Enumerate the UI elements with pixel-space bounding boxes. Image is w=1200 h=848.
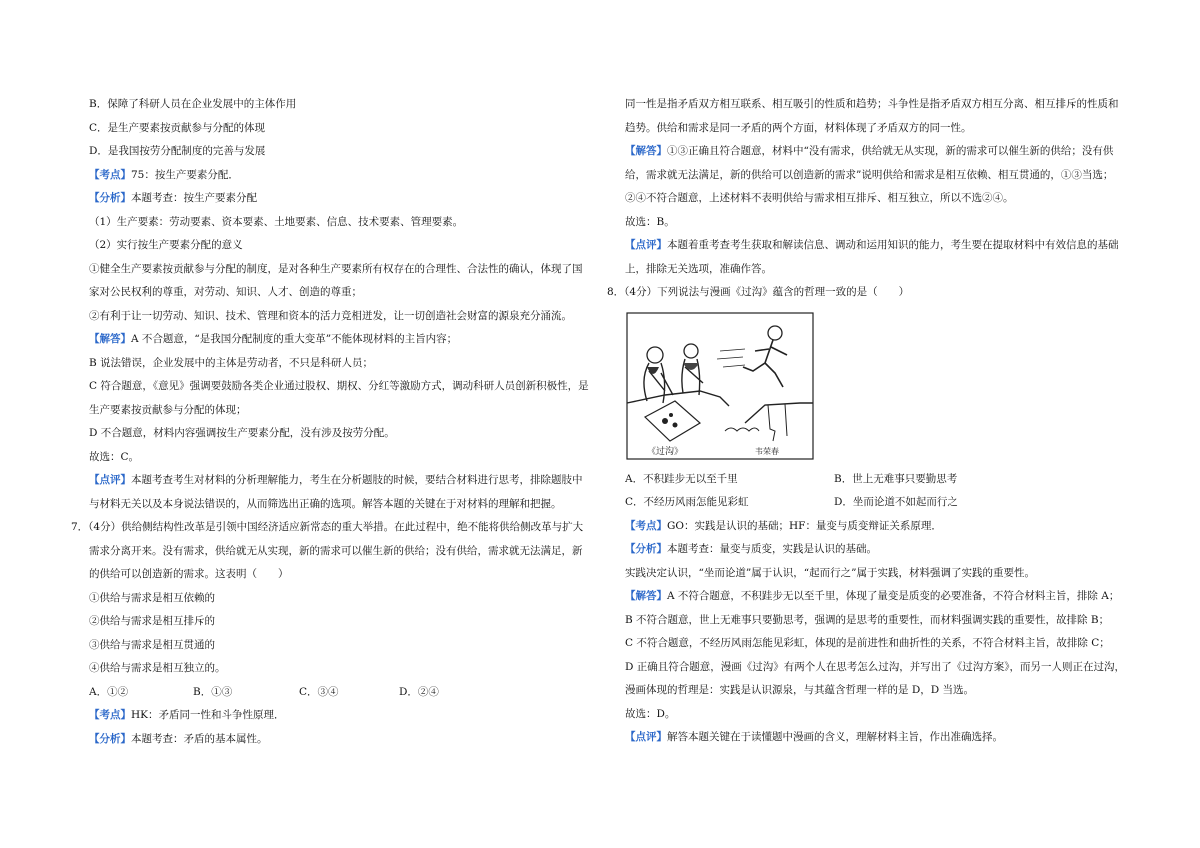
- q8-answer: 故选：D。: [625, 707, 676, 720]
- paragraph-line: 上，排除无关选项，准确作答。: [625, 262, 772, 275]
- paragraph-line: （2）实行按生产要素分配的意义: [89, 239, 243, 251]
- left-column: [71, 93, 589, 751]
- kaodian-tag: 【考点】: [89, 709, 131, 721]
- q6-dianping: 【点评】本题考查考生对材料的分析理解能力，考生在分析题肢的时候，要结合材料进行思考，排除题肢中: [89, 474, 583, 486]
- paragraph-line: 同一性是指矛盾双方相互联系、相互吸引的性质和趋势；斗争性是指矛盾双方相互分离、相互排斥的性质和: [625, 98, 1119, 110]
- kaodian-tag: 【考点】: [89, 168, 131, 181]
- paragraph-line: 家对公民权利的尊重，对劳动、知识、人才、创造的尊重；: [89, 286, 362, 298]
- q8-jieda: 【解答】A 不符合题意，不积跬步无以至千里，体现了量变是质变的必要准备，不符合材料主旨，排除 A；: [625, 590, 1120, 602]
- q8-option-d: D．坐而论道不如起而行之: [834, 496, 958, 508]
- paragraph-line: C 符合题意，《意见》强调要鼓励各类企业通过股权、期权、分红等激励方式，调动科研人员创新积极性，是: [89, 380, 589, 392]
- q7-statement-2: ②供给与需求是相互排斥的: [89, 615, 215, 627]
- q8-stem: 8．（4分）下列说法与漫画《过沟》蕴含的哲理一致的是（ ）: [607, 286, 910, 298]
- paragraph-line: 生产要素按贡献参与分配的体现；: [89, 403, 247, 416]
- dianping-tag: 【点评】: [625, 239, 667, 251]
- q7-stem: 7．（4分）供给侧结构性改革是引领中国经济适应新常态的重大举措。在此过程中，绝不能将供给侧改革与扩大: [71, 521, 584, 533]
- q8-option-a: A．不积跬步无以至千里: [625, 472, 738, 485]
- q8-options-row-1: [625, 468, 1133, 492]
- q7-statement-4: ④供给与需求是相互独立的。: [89, 662, 226, 674]
- cartoon-author: 韦荣春: [755, 446, 779, 456]
- q7-answer: 故选：B。: [625, 215, 675, 228]
- q8-dianping: 【点评】解答本题关键在于读懂题中漫画的含义，理解材料主旨，作出准确选择。: [625, 731, 1003, 743]
- q8-option-b: B．世上无难事只要勤思考: [834, 472, 958, 485]
- paragraph-line: 与材料无关以及本身说法错误的，从而筛选出正确的选项。解答本题的关键在于对材料的理解和把握。: [89, 497, 562, 510]
- right-column: [607, 93, 1133, 750]
- q8-options-row-2: [625, 491, 1133, 515]
- q7-stem-line: 需求分离开来。没有需求，供给就无从实现，新的需求可以催生新的供给；没有供给，需求就无法满足，新: [89, 544, 583, 557]
- dianping-tag: 【点评】: [625, 731, 667, 743]
- fenxi-tag: 【分析】: [89, 732, 131, 745]
- q7-options: [89, 681, 589, 705]
- q6-jieda: 【解答】A 不合题意，“是我国分配制度的重大变革”不能体现材料的主旨内容；: [89, 333, 458, 345]
- jieda-tag: 【解答】: [625, 590, 667, 602]
- jieda-tag: 【解答】: [89, 333, 131, 345]
- paragraph-line: B 说法错误，企业发展中的主体是劳动者，不只是科研人员；: [89, 356, 374, 369]
- paragraph-line: D 正确且符合题意，漫画《过沟》有两个人在思考怎么过沟，并写出了《过沟方案》，而另一人则正在过沟，: [625, 660, 1126, 673]
- paragraph-line: ②有利于让一切劳动、知识、技术、管理和资本的活力竞相迸发，让一切创造社会财富的源泉充分涌流。: [89, 309, 572, 322]
- fenxi-tag: 【分析】: [625, 543, 667, 555]
- q6-option-b: B．保障了科研人员在企业发展中的主体作用: [89, 98, 297, 110]
- paragraph-line: ①健全生产要素按贡献参与分配的制度，是对各种生产要素所有权存在的合理性、合法性的确认，体现了国: [89, 262, 583, 275]
- fenxi-tag: 【分析】: [89, 192, 131, 204]
- dianping-tag: 【点评】: [89, 474, 131, 486]
- q7-option-d: D．②④: [399, 685, 439, 698]
- q8-kaodian: 【考点】GO：实践是认识的基础；HF：量变与质变辩证关系原理．: [625, 519, 942, 532]
- paragraph-line: C 不符合题意，不经历风雨怎能见彩虹，体现的是前进性和曲折性的关系，不符合材料主旨，故排除 C；: [625, 637, 1110, 649]
- q8-option-c: C．不经历风雨怎能见彩虹: [625, 496, 749, 508]
- q6-answer: 故选：C。: [89, 450, 140, 463]
- q6-option-d: D．是我国按劳分配制度的完善与发展: [89, 145, 266, 157]
- q7-statement-1: ①供给与需求是相互依赖的: [89, 591, 215, 604]
- cartoon-image: [625, 311, 815, 461]
- paragraph-line: 实践决定认识，“坐而论道”属于认识，“起而行之”属于实践，材料强调了实践的重要性。: [625, 566, 1035, 579]
- q6-option-c: C．是生产要素按贡献参与分配的体现: [89, 121, 266, 134]
- q6-fenxi: 【分析】本题考查：按生产要素分配: [89, 192, 257, 204]
- kaodian-tag: 【考点】: [625, 519, 667, 532]
- paragraph-line: （1）生产要素：劳动要素、资本要素、土地要素、信息、技术要素、管理要素。: [89, 215, 464, 228]
- paragraph-line: 趋势。供给和需求是同一矛盾的两个方面，材料体现了矛盾双方的同一性。: [625, 121, 972, 134]
- paragraph-line: D 不合题意，材料内容强调按生产要素分配，没有涉及按劳分配。: [89, 427, 395, 439]
- q6-kaodian: 【考点】75：按生产要素分配．: [89, 168, 239, 181]
- q7-kaodian: 【考点】HK：矛盾同一性和斗争性原理．: [89, 709, 285, 721]
- q7-option-c: C．③④: [299, 685, 339, 698]
- paragraph-line: 给，需求就无法满足，新的供给可以创造新的需求”说明供给和需求是相互依赖、相互贯通的，①③当选；: [625, 168, 1114, 181]
- cartoon-title: 《过沟》: [647, 446, 684, 457]
- q7-option-a: A．①②: [89, 685, 129, 698]
- paragraph-line: ②④不符合题意，上述材料不表明供给与需求相互排斥、相互独立，所以不选②④。: [625, 192, 1014, 204]
- paragraph-line: 漫画体现的哲理是：实践是认识源泉，与其蕴含哲理一样的是 D，D 当选。: [625, 684, 975, 696]
- q8-fenxi: 【分析】本题考查：量变与质变，实践是认识的基础。: [625, 543, 877, 555]
- q7-statement-3: ③供给与需求是相互贯通的: [89, 638, 215, 651]
- paragraph-line: B 不符合题意，世上无难事只要勤思考，强调的是思考的重要性，而材料强调实践的重要性，故排除 B；: [625, 613, 1110, 626]
- q7-dianping: 【点评】本题着重考查考生获取和解读信息、调动和运用知识的能力，考生要在提取材料中有效信息的基础: [625, 239, 1119, 251]
- q7-stem-line: 的供给可以创造新的需求。这表明（ ）: [89, 568, 289, 580]
- q7-option-b: B．①③: [193, 685, 233, 698]
- jieda-tag: 【解答】: [625, 145, 667, 157]
- q7-jieda: 【解答】①③正确且符合题意，材料中“没有需求，供给就无从实现，新的需求可以催生新的供给；没有供: [625, 145, 1114, 157]
- q7-fenxi: 【分析】本题考查：矛盾的基本属性。: [89, 732, 268, 745]
